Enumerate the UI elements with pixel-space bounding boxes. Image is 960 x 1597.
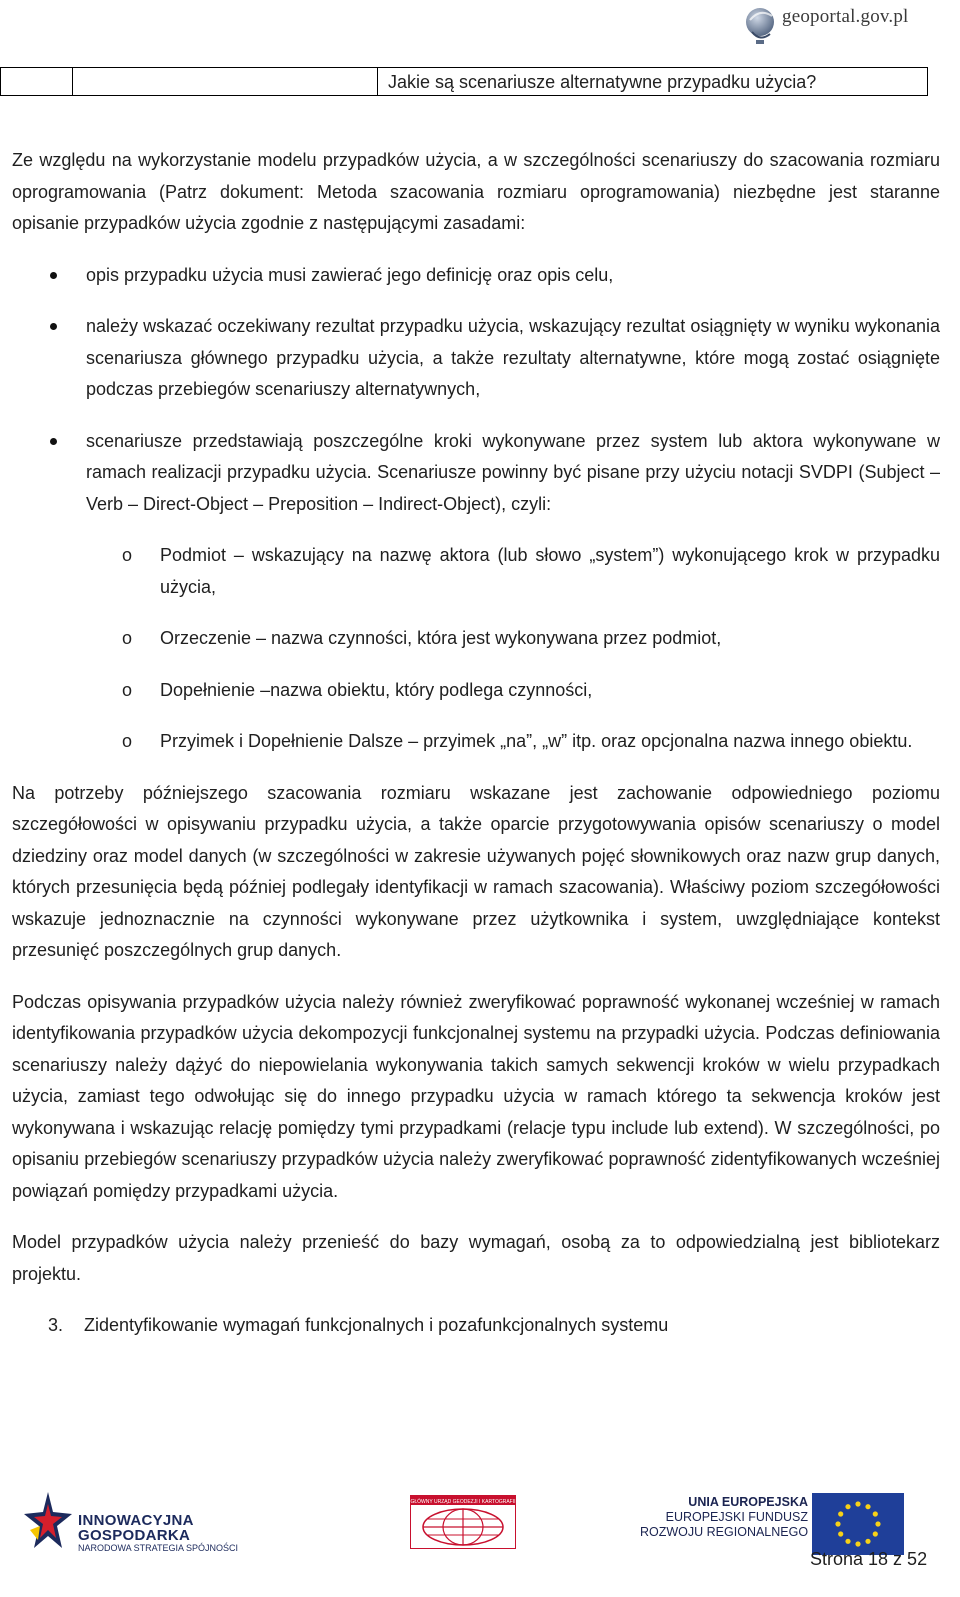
eu-line3: ROZWOJU REGIONALNEGO xyxy=(640,1525,809,1539)
header-cell-empty-1 xyxy=(1,68,73,95)
document-body xyxy=(12,145,940,1342)
numbered-heading xyxy=(12,1310,940,1342)
eu-fund-text xyxy=(640,1495,808,1540)
circle-bullet-icon: o xyxy=(122,679,133,700)
geoportal-logo xyxy=(744,0,930,48)
star-logo-icon xyxy=(22,1490,74,1552)
sub-item-text: Podmiot – wskazujący na nazwę aktora (lub słowo „system”) wykonującego krok w przypadku użycia, xyxy=(160,545,940,597)
bullet-text: należy wskazać oczekiwany rezultat przypadku użycia, wskazujący rezultat osiągnięty w wyniku wykonania scenariusza głównego przypadku użycia, a także rezultaty alternatywne, które mogą zostać osiągnięte podczas przebiegów scenariuszy alternatywnych, xyxy=(86,316,940,399)
sub-item-text: Orzeczenie – nazwa czynności, która jest wykonywana przez podmiot, xyxy=(160,628,722,648)
sub-list-item xyxy=(12,623,940,655)
gugik-logo-text: GŁÓWNY URZĄD GEODEZJI I KARTOGRAFII xyxy=(410,1499,516,1505)
eu-line1: UNIA EUROPEJSKA xyxy=(688,1495,808,1509)
header-title: Jakie są scenariusze alternatywne przypadku użycia? xyxy=(388,72,817,92)
innowacyjna-gospodarka-logo xyxy=(22,1490,239,1553)
circle-bullet-icon: o xyxy=(122,545,133,565)
bullet-dot-icon xyxy=(50,438,57,445)
page-number: Strona 18 z 52 xyxy=(810,1549,928,1569)
sub-item-text: Przyimek i Dopełnienie Dalsze – przyimek „na”, „w” itp. oraz opcjonalna nazwa innego obiektu. xyxy=(160,731,913,751)
bullet-item xyxy=(12,426,940,521)
sub-item-text: Dopełnienie –nazwa obiektu, który podlega czynności, xyxy=(160,679,593,700)
bullet-text: opis przypadku użycia musi zawierać jego definicję oraz opis celu, xyxy=(86,264,614,285)
bullet-text: scenariusze przedstawiają poszczególne kroki wykonywane przez system lub aktora wykonywane w ramach realizacji przypadku użycia. Scenariusze powinny być pisane przy użyciu notacji SVDPI (Subject – Verb – Direct-Object – Preposition – Indirect-Object), czyli: xyxy=(86,430,940,514)
sub-list-item xyxy=(12,675,940,707)
eu-line2: EUROPEJSKI FUNDUSZ xyxy=(665,1510,808,1524)
paragraph-verification: Podczas opisywania przypadków użycia należy również zweryfikować poprawność wykonanej wcześniej w ramach identyfikowania przypadków użycia dekompozycji funkcjonalnej systemu na przypadki użycia. Podczas definiowania scenariuszy należy dążyć do niepowielania wykonywania takich samych sekwencji kroków w wielu przypadkach użycia, zamiast tego odwołując się do innego przypadku użycia w ramach którego ta sekwencja kroków jest wykonywana i wskazując relację pomiędzy tymi przypadkami (relacje typu include lub extend). W szczególności, po opisaniu przebiegów scenariuszy przypadków użycia należy zweryfikować poprawność zidentyfikowanych wcześniej powiązań pomiędzy przypadkami użycia. xyxy=(12,991,940,1201)
circle-bullet-icon: o xyxy=(122,628,133,648)
circle-bullet-icon: o xyxy=(122,731,133,751)
logo1-line1: INNOWACYJNA xyxy=(78,1512,194,1529)
sub-list-item xyxy=(12,726,940,758)
bullet-item xyxy=(12,260,940,292)
sub-list-item xyxy=(12,540,940,603)
logo1-line2: GOSPODARKA xyxy=(78,1527,191,1544)
gugik-logo xyxy=(410,1495,516,1549)
header-table xyxy=(0,67,928,96)
logo1-line3: NARODOWA STRATEGIA SPÓJNOŚCI xyxy=(78,1543,239,1553)
footer xyxy=(0,1485,960,1597)
bullet-dot-icon xyxy=(50,323,57,330)
bullet-item xyxy=(12,311,940,406)
bullet-dot-icon xyxy=(50,272,57,279)
header-cell-empty-2 xyxy=(73,68,378,95)
paragraph-detail-level: Na potrzeby późniejszego szacowania rozmiaru wskazane jest zachowanie odpowiedniego poziomu szczegółowości w opisywaniu przypadku użycia, a także oparcie przygotowywania opisów scenariuszy o model dziedziny oraz model danych (w szczególności w zakresie używanych pojęć słownikowych oraz nazw grup danych, których przesunięcia będą później podlegały identyfikacji w ramach szacowania). Właściwy poziom szczegółowości wskazuje jednoznacznie na czynności wykonywane przez użytkownika i system, uwzględniające kontekst przesunięć poszczególnych grup danych. xyxy=(12,782,940,960)
geoportal-logo-text: geoportal.gov.pl xyxy=(782,6,909,27)
intro-paragraph: Ze względu na wykorzystanie modelu przypadków użycia, a w szczególności scenariuszy do szacowania rozmiaru oprogramowania (Patrz dokument: Metoda szacowania rozmiaru oprogramowania) niezbędne jest staranne opisanie przypadków użycia zgodnie z następującymi zasadami: xyxy=(12,150,940,233)
globe-icon xyxy=(744,2,778,46)
numbered-heading-number: 3. xyxy=(48,1315,64,1335)
numbered-heading-text: Zidentyfikowanie wymagań funkcjonalnych i pozafunkcjonalnych systemu xyxy=(84,1315,669,1335)
paragraph-requirements-base: Model przypadków użycia należy przenieść do bazy wymagań, osobą za to odpowiedzialną jest bibliotekarz projektu. xyxy=(12,1232,940,1284)
